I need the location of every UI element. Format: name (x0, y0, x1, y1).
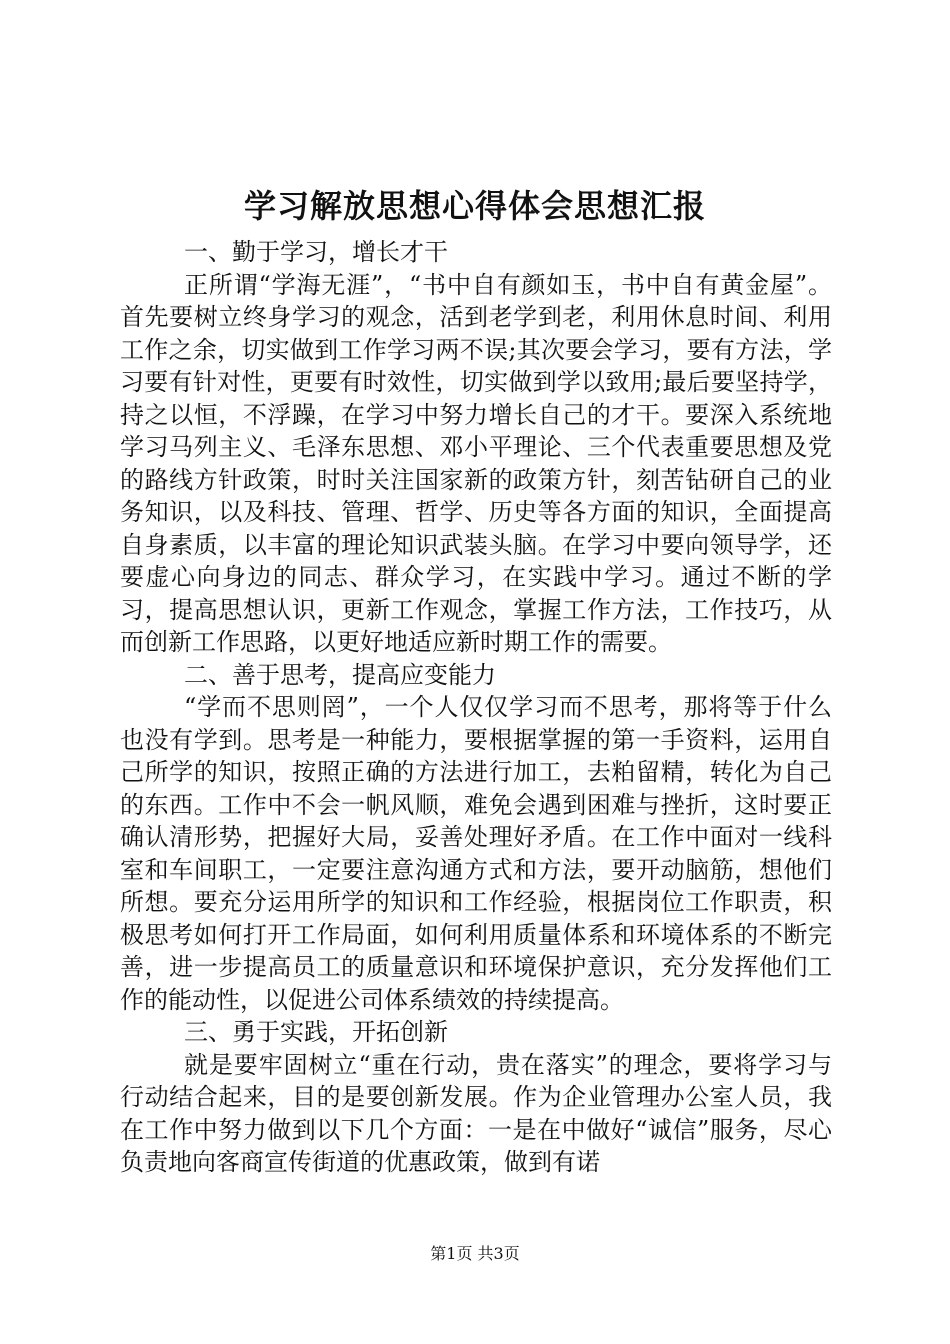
section-heading-2: 二、善于思考，提高应变能力 (184, 660, 496, 689)
document-title: 学习解放思想心得体会思想汇报 (243, 187, 706, 225)
document-body (120, 236, 832, 1179)
section-paragraph-3: 就是要牢固树立“重在行动，贵在落实”的理念，要将学习与行动结合起来，目的是要创新发展。作为企业管理办公室人员，我在工作中努力做到以下几个方面：一是在中做好“诚信”服务，尽心负责地向客商宣传街道的优惠政策，做到有诺 (120, 1050, 832, 1176)
page-footer: 第1页 共3页 (430, 1244, 520, 1263)
section-heading-3: 三、勇于实践，开拓创新 (184, 1018, 448, 1046)
section-heading-1: 一、勤于学习，增长才干 (184, 238, 448, 266)
section-paragraph-1: 正所谓“学海无涯”，“书中自有颜如玉，书中自有黄金屋”。首先要树立终身学习的观念，活到老学到老，利用休息时间、利用工作之余，切实做到工作学习两不误;其次要会学习，要有方法，学习要有针对性，更要有时效性，切实做到学以致用;最后要坚持学，持之以恒，不浮躁，在学习中努力增长自己的才干。要深入系统地学习马列主义、毛泽东思想、邓小平理论、三个代表重要思想及党的路线方针政策，时时关注国家新的政策方针，刻苦钻研自己的业务知识，以及科技、管理、哲学、历史等各方面的知识，全面提高自身素质，以丰富的理论知识武装头脑。在学习中要向领导学，还要虚心向身边的同志、群众学习，在实践中学习。通过不断的学习，提高思想认识，更新工作观念，掌握工作方法，工作技巧，从而创新工作思路，以更好地适应新时期工作的需要。 (120, 270, 832, 656)
section-paragraph-2: “学而不思则罔”，一个人仅仅学习而不思考，那将等于什么也没有学到。思考是一种能力，要根据掌握的第一手资料，运用自己所学的知识，按照正确的方法进行加工，去粕留精，转化为自己的东西。工作中不会一帆风顺，难免会遇到困难与挫折，这时要正确认清形势，把握好大局，妥善处理好矛盾。在工作中面对一线科室和车间职工，一定要注意沟通方式和方法，要开动脑筋，想他们所想。要充分运用所学的知识和工作经验，根据岗位工作职责，积极思考如何打开工作局面，如何利用质量体系和环境体系的不断完善，进一步提高员工的质量意识和环境保护意识，充分发挥他们工作的能动性，以促进公司体系绩效的持续提高。 (120, 693, 832, 1014)
